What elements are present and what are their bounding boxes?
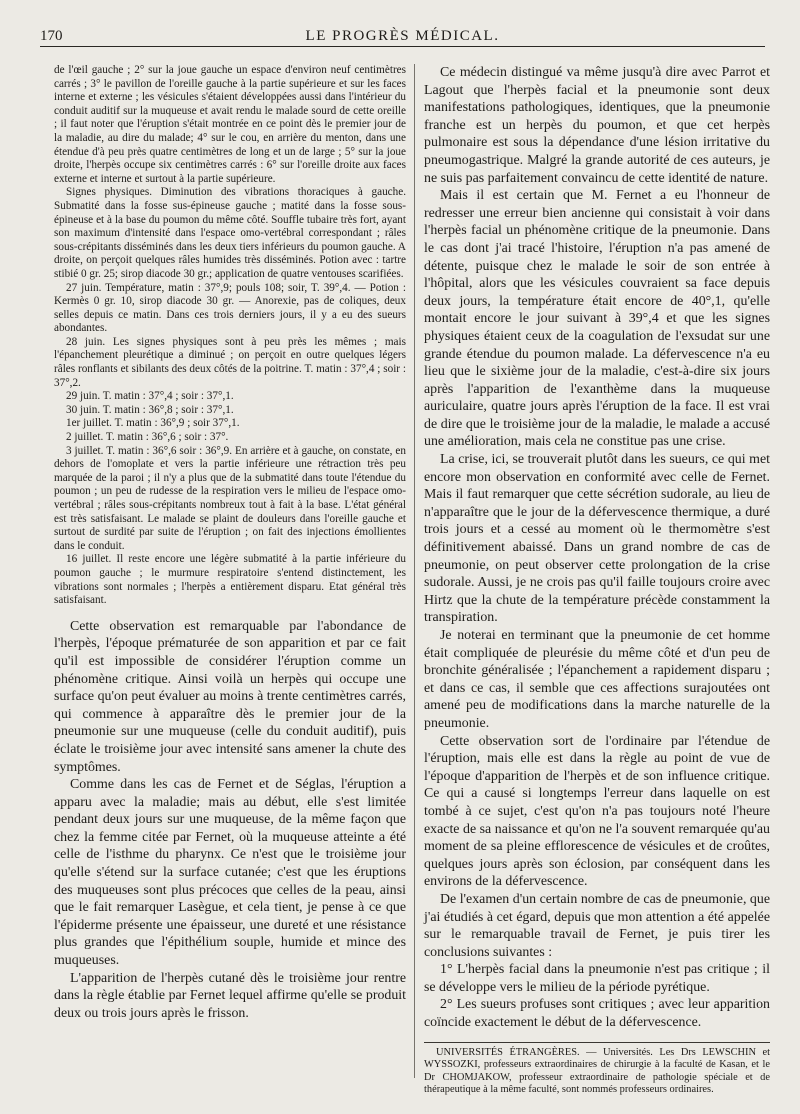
body-paragraph: La crise, ici, se trouverait plutôt dans les sueurs, ce qui met encore mon observation en conformité avec celle de Fernet. Mais il faut remarquer que cette sécrétion sudorale, au lieu de n'apparaître que le jour de la défervescence thermique, a duré trois jours et a cessé au moment où le thermomètre s'est définitivement abaissé. Dans un grand nombre de cas de pneumonie, on peut observer cette prolongation de la crise sudorale. Aussi, je ne crois pas qu'il faille toujours croire avec Hirtz que la chute de la température précède constamment la transpiration. xyxy=(424,452,770,626)
commentary-text-continued xyxy=(424,64,770,1032)
observation-paragraph: 3 juillet. T. matin : 36°,6 soir : 36°,9. En arrière et à gauche, on constate, en dehors de l'omoplate et vers la partie inférieure une rétraction très peu marquée de la paroi ; il n'y a plus que de la submatité dans toute l'étendue du poumon ; un peu de rudesse de la respiration vers le milieu de l'espace omo-vertébral ; râles sous-crépitants nombreux tout à fait à la base. L'état général est très satisfaisant. Le malade se plaint de douleurs dans l'oreille gauche et surtout de surdité par suite de l'éruption ; on fait des injections émollientes dans le conduit. xyxy=(54,444,406,552)
page-header xyxy=(40,24,765,47)
observation-paragraph: 27 juin. Température, matin : 37°,9; pouls 108; soir, T. 39°,4. — Potion : Kermès 0 gr. 10, sirop diacode 30 gr. — Anorexie, pas de coliques, deux selles depuis ce matin. Dans ces trois derniers jours, il y a eu des sueurs abondantes. xyxy=(54,281,406,335)
conclusion-item: 1° L'herpès facial dans la pneumonie n'est pas critique ; il se développe vers le milieu de la période pyrétique. xyxy=(424,962,770,995)
observation-paragraph: de l'œil gauche ; 2° sur la joue gauche un espace d'environ neuf centimètres carrés ; 3° le pavillon de l'oreille gauche à la partie supérieure et sur les faces interne et externe ; les vésicules s'étaient développées aussi dans l'intérieur du conduit auditif sur la muqueuse et avait rendu le malade sourd de cette oreille ; il faut noter que l'éruption s'était montrée en ce point dès le premier jour de la maladie, au dire du malade; 4° sur le cou, en arrière du menton, dans une étendue d'à peu près quatre centimètres de long et un de large ; 5° sur la joue droite, l'herpès occupe six centimètres carrés : 6° sur l'oreille droite aux faces externe et interne et surtout à la partie supérieure. xyxy=(54,64,406,185)
body-paragraph: Ce médecin distingué va même jusqu'à dire avec Parrot et Lagout que l'herpès facial et la pneumonie sont deux manifestations pathologiques, identiques, que la pneumonie franche est un herpès du poumon, et que cet herpès pulmonaire est sous la dépendance d'une lésion irritative du pneumogastrique. Malgré la grande autorité de ces auteurs, je ne suis pas parfaitement convaincu de cette identité de nature. xyxy=(424,65,770,186)
observation-paragraph: 2 juillet. T. matin : 36°,6 ; soir : 37°. xyxy=(66,431,229,444)
column-divider xyxy=(414,64,415,1078)
footnote-text: UNIVERSITÉS ÉTRANGÈRES. — Universités. Les Drs LEWSCHIN et WYSSOZKI, professeurs extraordinaires de chirurgie à la faculté de Kasan, et le Dr CHOMJAKOW, professeur extraordinaire de pathologie spéciale et de thérapeutique à la même faculté, sont nommés professeurs ordinaires. xyxy=(424,1046,770,1096)
observation-paragraph: 28 juin. Les signes physiques sont à peu près les mêmes ; mais l'épanchement pleurétique a diminué ; on perçoit en outre quelques légers râles ronflants et sibilants des deux côtés de la poitrine. T. matin : 37°,4 ; soir : 37°,2. xyxy=(54,335,406,389)
body-paragraph: Comme dans les cas de Fernet et de Séglas, l'éruption a apparu avec la maladie; mais au début, elle s'est limitée pendant deux jours sur une muqueuse, de la même façon que chez la femme citée par Fernet, où la muqueuse atteinte a été celle de l'isthme du pharynx. Ce n'est que le troisième jour qu'elle s'étend sur la surface cutanée; c'est que les éruptions des muqueuses sont plus précoces que celles de la peau, ainsi que le fait remarquer Lasègue, et cela tient, je pense à ce que l'épiderme présente une épaisseur, une dureté et une résistance plus grandes que l'épithélium souple, humide et mince des muqueuses. xyxy=(54,777,406,969)
body-paragraph: Je noterai en terminant que la pneumonie de cet homme était compliquée de pleurésie du même côté et d'un peu de bronchite généralisée ; l'épanchement a rapidement disparu ; et dans ce cas, il semble que ces affections surajoutées ont amené peu de modifications dans la marche naturelle de la pneumonie. xyxy=(424,628,770,731)
body-paragraph: L'apparition de l'herpès cutané dès le troisième jour rentre dans la règle établie par Fernet lequel affirme qu'elle se produit deux ou trois jours après le frisson. xyxy=(54,970,406,1021)
body-paragraph: Mais il est certain que M. Fernet a eu l'honneur de redresser une erreur bien ancienne qui consistait à voir dans l'herpès facial un phénomène critique de la pneumonie. Dans le cas dont j'ai tracé l'histoire, l'éruption n'a pas amené de détente, puisque chez le malade le soir de son entrée à l'hôpital, alors que les vésicules couvraient sa face depuis deux jours, la température était encore de 40°,1, qu'elle montait encore le jour suivant à 39°,4 et que les signes physiques étaient ceux de la coagulation de l'exsudat sur une grande étendue du poumon malade. La défervescence n'a eu lieu que le sixième jour de la maladie, c'est-à-dire six jours après l'apparition de l'exanthème dans la muqueuse auriculaire, quatre jours après l'éruption de la face. Il est vrai de dire que le troisième jour de la maladie, le malade a accusé une amélioration, mais cela ne constitue pas une crise. xyxy=(424,188,770,450)
page-number: 170 xyxy=(40,28,63,44)
body-paragraph: Cette observation sort de l'ordinaire par l'étendue de l'éruption, mais elle est dans la règle au point de vue de l'époque d'apparition de l'herpès et de son influence critique. Ce qui a causé si longtemps l'erreur dans laquelle on est tombé à ce sujet, c'est qu'on n'a pas toujours noté l'heure exacte de sa naissance et qu'on ne l'a souvent remarquée qu'au moment de sa pleine efflorescence de vésicules et de croûtes, quelques jours après son éclosion, par conséquent dans les environs de la défervescence. xyxy=(424,733,770,890)
observation-paragraph: Signes physiques. Diminution des vibrations thoraciques à gauche. Submatité dans la fosse sus-épineuse gauche ; matité dans la fosse sous-épineuse et à la base du poumon du même côté. Souffle tubaire très fort, ayant son maximum d'intensité dans l'espace omo-vertébral correspondant ; râles sous-crépitants disséminés dans les deux tiers inférieurs du poumon gauche. A droite, on perçoit quelques râles humides très disséminés. Potion avec : tartre stibié 0 gr. 25; sirop diacode 30 gr.; application de quatre ventouses scarifiées. xyxy=(54,186,406,280)
case-observation-notes xyxy=(54,64,406,608)
observation-paragraph: 29 juin. T. matin : 37°,4 ; soir : 37°,1. xyxy=(66,390,234,403)
footnote-divider xyxy=(424,1042,770,1043)
body-paragraph: Cette observation est remarquable par l'abondance de l'herpès, l'époque prématurée de son apparition et par ce fait qu'il est impossible de considérer l'éruption comme un phénomène critique. Ainsi voilà un herpès qui occupe une surface qu'on peut évaluer au moins à trente centimètres carrés, qui commence à apparaître dès le premier jour de la pneumonie sur une muqueuse (celle du conduit auditif), puis éclate le troisième jour avec intensité sans amener la chute des symptômes. xyxy=(54,618,406,775)
observation-paragraph: 16 juillet. Il reste encore une légère submatité à la partie inférieure du poumon gauche ; le murmure respiratoire s'entend distinctement, les vibrations sont normales ; l'herpès a entièrement disparu. Etat général très satisfaisant. xyxy=(54,553,406,607)
observation-paragraph: 30 juin. T. matin : 36°,8 ; soir : 37°,1. xyxy=(66,403,234,416)
commentary-text xyxy=(54,618,406,1023)
running-head: LE PROGRÈS MÉDICAL. xyxy=(305,28,500,44)
news-footnote xyxy=(424,1047,770,1097)
left-column xyxy=(54,64,406,1022)
right-column xyxy=(424,64,770,1097)
body-paragraph: De l'examen d'un certain nombre de cas de pneumonie, que j'ai étudiés à cet égard, depuis que mon attention a été appelée sur le remarquable travail de Fernet, je puis tirer les conclusions suivantes : xyxy=(424,891,770,960)
observation-paragraph: 1er juillet. T. matin : 36°,9 ; soir 37°,1. xyxy=(66,417,240,430)
conclusion-item: 2° Les sueurs profuses sont critiques ; avec leur apparition coïncide exactement le début de la défervescence. xyxy=(424,997,770,1031)
